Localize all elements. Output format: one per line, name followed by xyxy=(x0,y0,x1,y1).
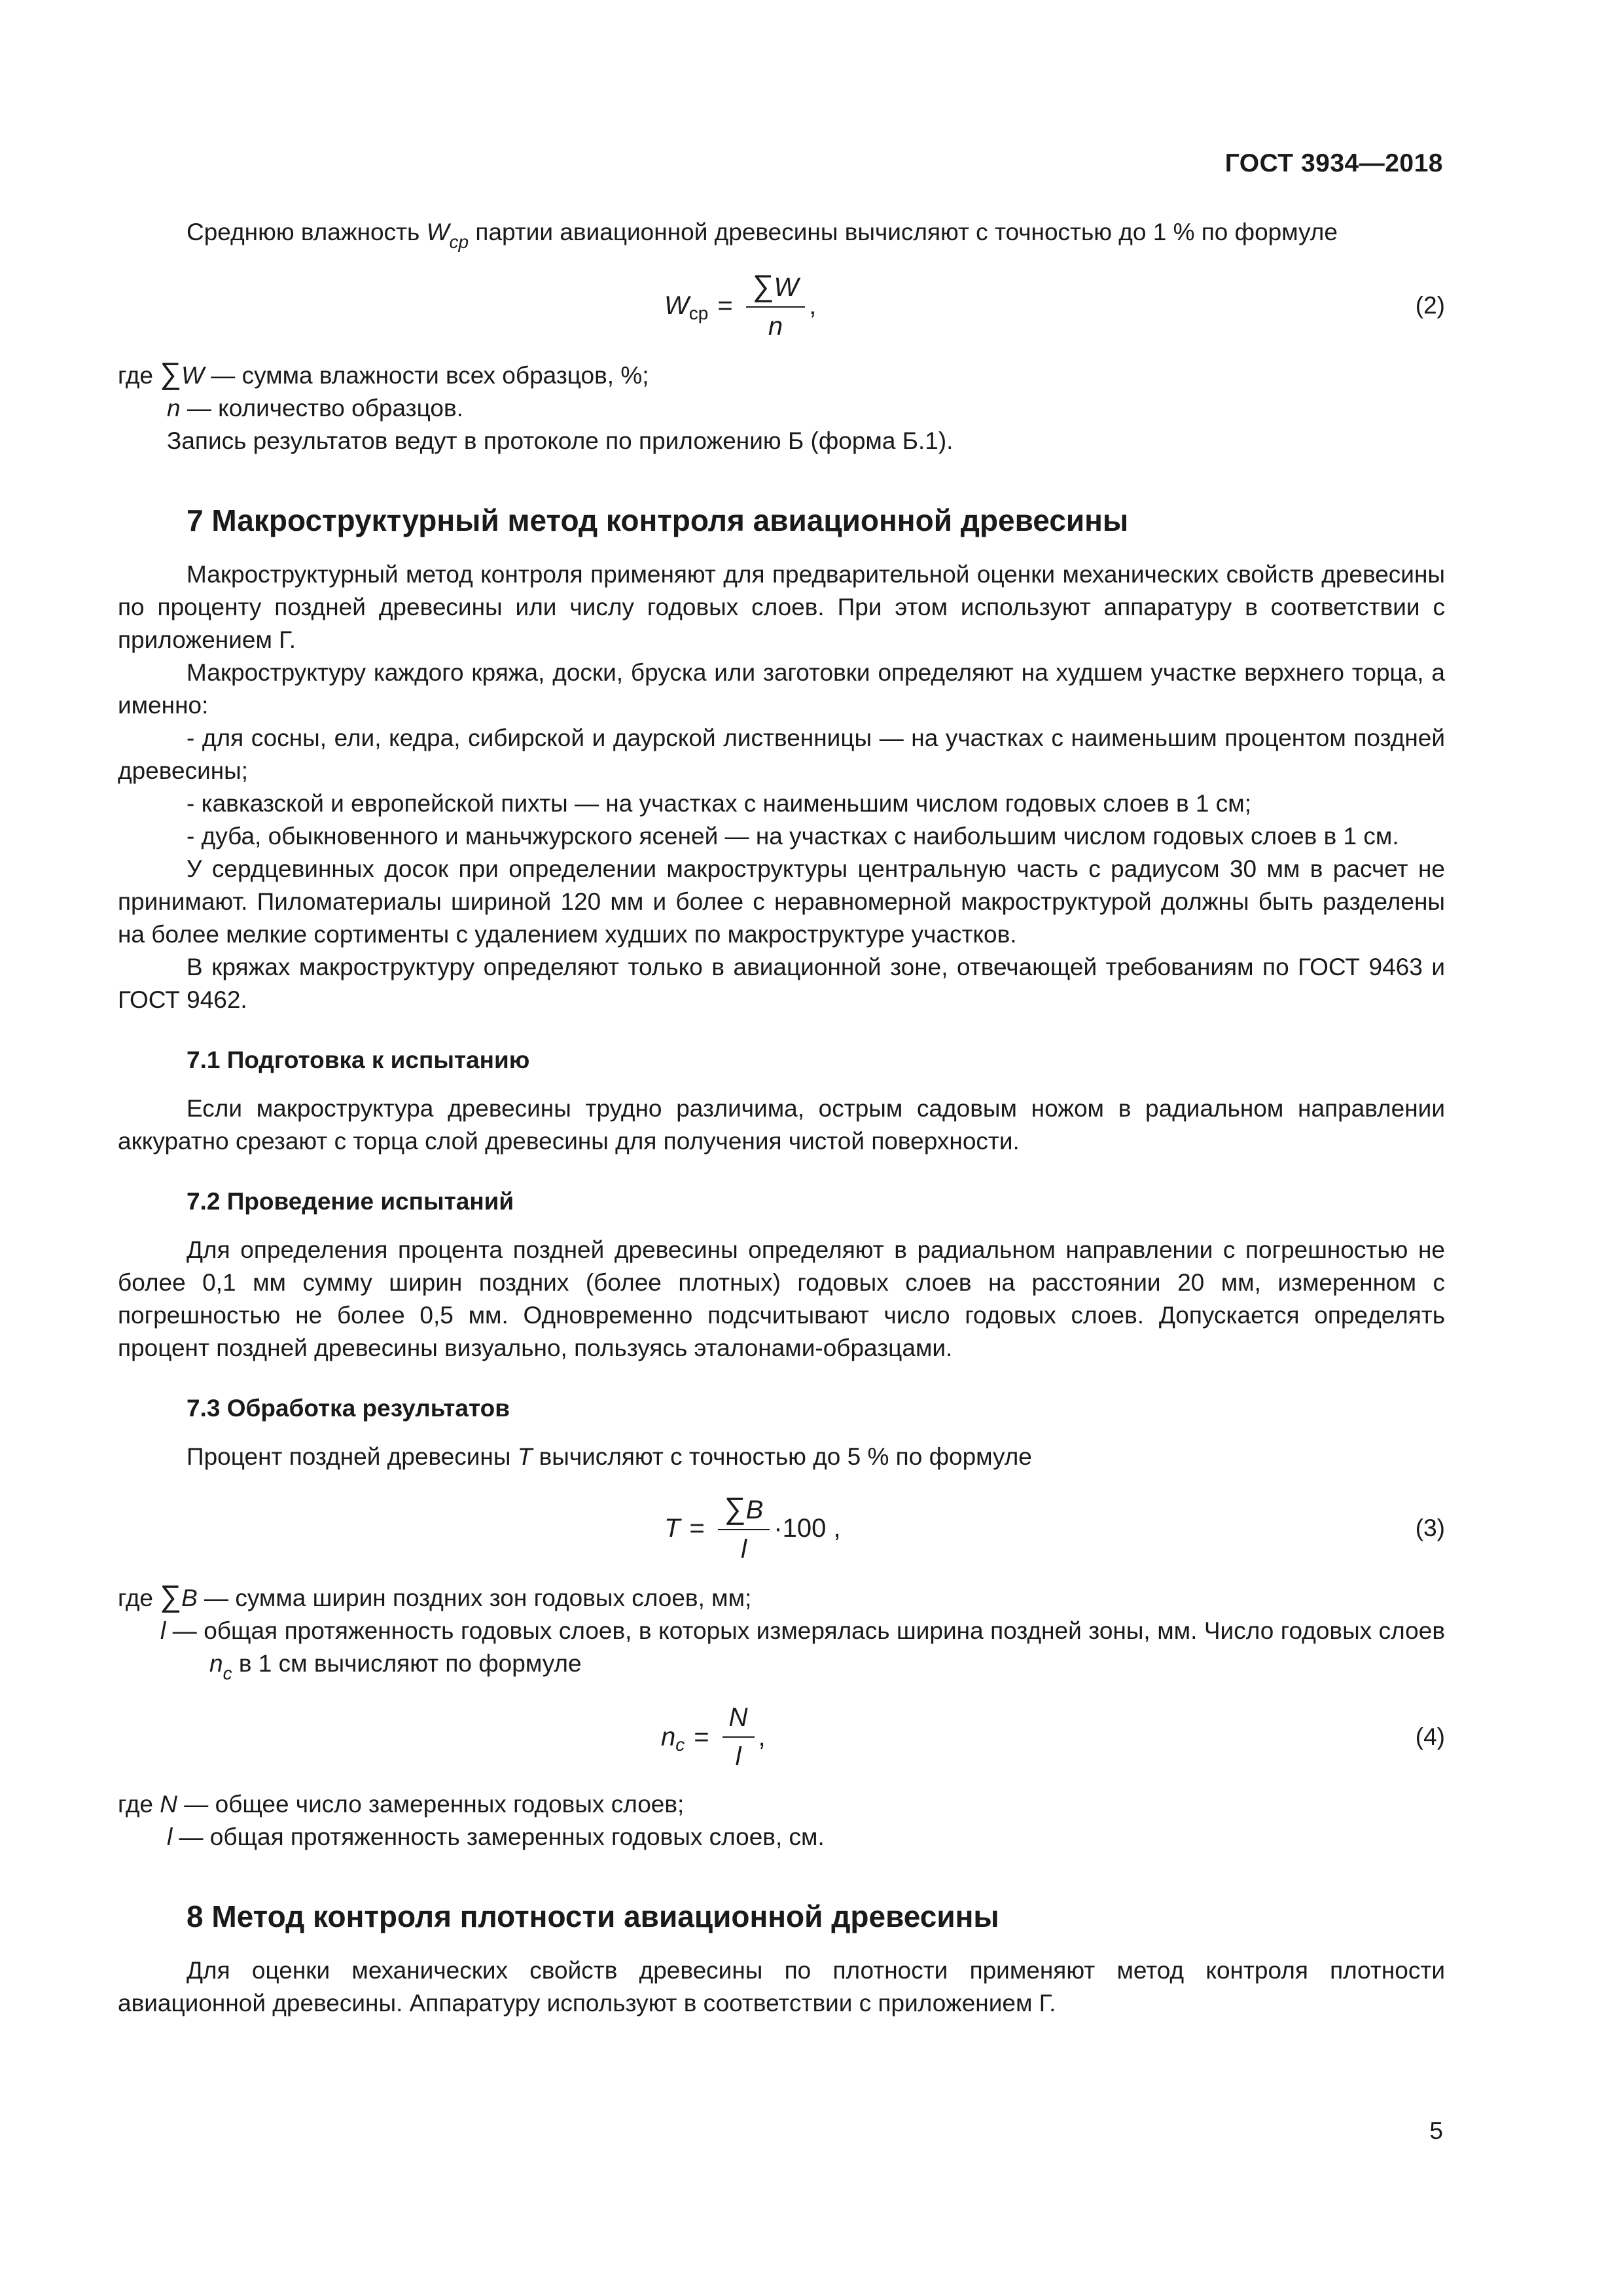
fraction-numerator xyxy=(746,269,806,308)
text-fragment: в 1 см вычисляют по формуле xyxy=(232,1650,582,1677)
formula-number: (4) xyxy=(1415,1723,1445,1750)
page-content xyxy=(118,216,1445,2020)
fraction-denominator: l xyxy=(735,1742,741,1771)
text-fragment: партии авиационной древесины вычисляют с точностью до 1 % по формуле xyxy=(469,219,1338,245)
formula-comma: , xyxy=(758,1723,766,1751)
sum-symbol: ∑ xyxy=(160,1579,182,1613)
where-line xyxy=(118,1821,1445,1854)
paragraph: В кряжах макроструктуру определяют только в авиационной зоне, отвечающей требованиям по ГОСТ 9463 и ГОСТ 9462. xyxy=(118,954,1445,1013)
formula-lhs-sub: c xyxy=(675,1734,685,1755)
formula-2-body xyxy=(664,260,816,351)
paragraph: Для оценки механических свойств древесины по плотности применяют метод контроля плотности авиационной древесины. Аппаратуру используют в соответствии с приложением Г. xyxy=(118,1957,1445,2017)
sum-symbol: ∑ xyxy=(752,268,774,302)
list-item: - для сосны, ели, кедра, сибирской и даурской лиственницы — на участках с наименьшим процентом поздней древесины; xyxy=(118,725,1445,784)
text-fragment: где xyxy=(118,362,160,389)
fraction xyxy=(746,269,806,343)
text-fragment: где xyxy=(118,1791,160,1818)
numerator-var: B xyxy=(745,1495,764,1524)
formula-3 xyxy=(118,1482,1445,1574)
fraction xyxy=(722,1701,755,1773)
avg-moisture-paragraph xyxy=(118,216,1445,251)
fraction-numerator: N xyxy=(722,1701,755,1738)
formula-number: (3) xyxy=(1415,1515,1445,1541)
subsection-7-1-title: 7.1 Подготовка к испытанию xyxy=(187,1047,530,1073)
text-fragment: — общая протяженность годовых слоев, в которых измерялась ширина поздней зоны, мм. Число годовых слоев xyxy=(166,1617,1445,1644)
variable-sub: c xyxy=(223,1663,232,1683)
formula-comma: , xyxy=(809,291,817,320)
fraction-numerator xyxy=(718,1492,770,1530)
where-line xyxy=(118,357,1445,392)
where-line xyxy=(118,1579,1445,1615)
list-item: - дуба, обыкновенного и маньчжурского ясеней — на участках с наибольшим числом годовых слоев в 1 см. xyxy=(187,823,1399,850)
numerator-var: W xyxy=(774,272,799,302)
variable: T xyxy=(517,1443,533,1470)
formula-3-body xyxy=(664,1482,841,1574)
symbol-sub: ср xyxy=(449,232,469,252)
variable: B xyxy=(181,1585,198,1611)
paragraph: Макроструктурный метод контроля применяют для предварительной оценки механических свойств древесины по проценту поздней древесины или числу годовых слоев. При этом используют аппаратуру в соответствии с приложением Г. xyxy=(118,561,1445,653)
subsection-7-2-title: 7.2 Проведение испытаний xyxy=(187,1188,514,1215)
variable: N xyxy=(160,1791,178,1818)
paragraph xyxy=(118,1441,1445,1473)
variable: n xyxy=(209,1650,223,1677)
paragraph: У сердцевинных досок при определении макроструктуры центральную часть с радиусом 30 мм в расчет не принимают. Пиломатериалы шириной 120 мм и более с неравномерной макроструктурой должны быть разделены на более мелкие сортименты с удалением худших по макроструктуре участков. xyxy=(118,855,1445,948)
subsection-7-3-title: 7.3 Обработка результатов xyxy=(187,1395,510,1422)
text-fragment: — сумма ширин поздних зон годовых слоев, мм; xyxy=(197,1585,752,1611)
section-7-title: 7 Макроструктурный метод контроля авиационной древесины xyxy=(187,503,1129,537)
formula-lhs: T xyxy=(664,1514,681,1543)
where-line xyxy=(118,1788,1445,1821)
paragraph: Для определения процента поздней древесины определяют в радиальном направлении с погрешностью не более 0,1 мм сумму ширин поздних (более плотных) годовых слоев на расстоянии 20 мм, измеренном с погрешностью не более 0,5 мм. Одновременно подсчитывают число годовых слоев. Допускается определять процент поздней древесины визуально, пользуясь эталонами-образцами. xyxy=(118,1236,1445,1361)
where-line xyxy=(118,1615,1445,1682)
standard-code: ГОСТ 3934—2018 xyxy=(1224,149,1443,177)
equals-sign: = xyxy=(694,1723,709,1751)
paragraph: Макроструктуру каждого кряжа, доски, бруска или заготовки определяют на худшем участке верхнего торца, а именно: xyxy=(118,659,1445,719)
text-fragment: вычисляют с точностью до 5 % по формуле xyxy=(532,1443,1032,1470)
fraction-denominator: l xyxy=(741,1534,747,1564)
text-fragment: — общая протяженность замеренных годовых слоев, см. xyxy=(172,1823,825,1850)
variable: n xyxy=(167,395,181,422)
section-8-title: 8 Метод контроля плотности авиационной древесины xyxy=(187,1899,999,1933)
fraction-denominator: n xyxy=(768,312,783,341)
fraction xyxy=(718,1492,770,1566)
text-fragment: Процент поздней древесины xyxy=(187,1443,518,1470)
text-fragment: — количество образцов. xyxy=(180,395,463,422)
sum-symbol: ∑ xyxy=(160,356,182,390)
list-item: - кавказской и европейской пихты — на участках с наименьшим числом годовых слоев в 1 см; xyxy=(187,790,1252,817)
formula-lhs: n xyxy=(661,1723,676,1751)
page-number: 5 xyxy=(1429,2117,1443,2144)
formula-number: (2) xyxy=(1415,292,1445,319)
record-note: Запись результатов ведут в протоколе по приложению Б (форма Б.1). xyxy=(167,427,954,454)
multiplier: ·100 , xyxy=(774,1514,841,1543)
formula-lhs: W xyxy=(664,291,689,320)
text-fragment: — сумма влажности всех образцов, %; xyxy=(204,362,649,389)
equals-sign: = xyxy=(689,1514,705,1543)
text-fragment: Среднюю влажность xyxy=(187,219,427,245)
formula-lhs-sub: ср xyxy=(688,303,709,323)
formula-4 xyxy=(118,1691,1445,1783)
variable: W xyxy=(181,362,205,389)
variable: l xyxy=(160,1617,166,1644)
text-fragment: — общее число замеренных годовых слоев; xyxy=(177,1791,685,1818)
text-fragment: где xyxy=(118,1585,160,1611)
equals-sign: = xyxy=(717,291,733,320)
formula-2 xyxy=(118,260,1445,351)
symbol-w: W xyxy=(426,219,450,245)
sum-symbol: ∑ xyxy=(724,1490,746,1525)
where-line xyxy=(118,392,1445,425)
formula-4-body xyxy=(661,1691,766,1783)
variable: l xyxy=(167,1823,173,1850)
paragraph: Если макроструктура древесины трудно различима, острым садовым ножом в радиальном направлении аккуратно срезают с торца слой древесины для получения чистой поверхности. xyxy=(118,1095,1445,1155)
